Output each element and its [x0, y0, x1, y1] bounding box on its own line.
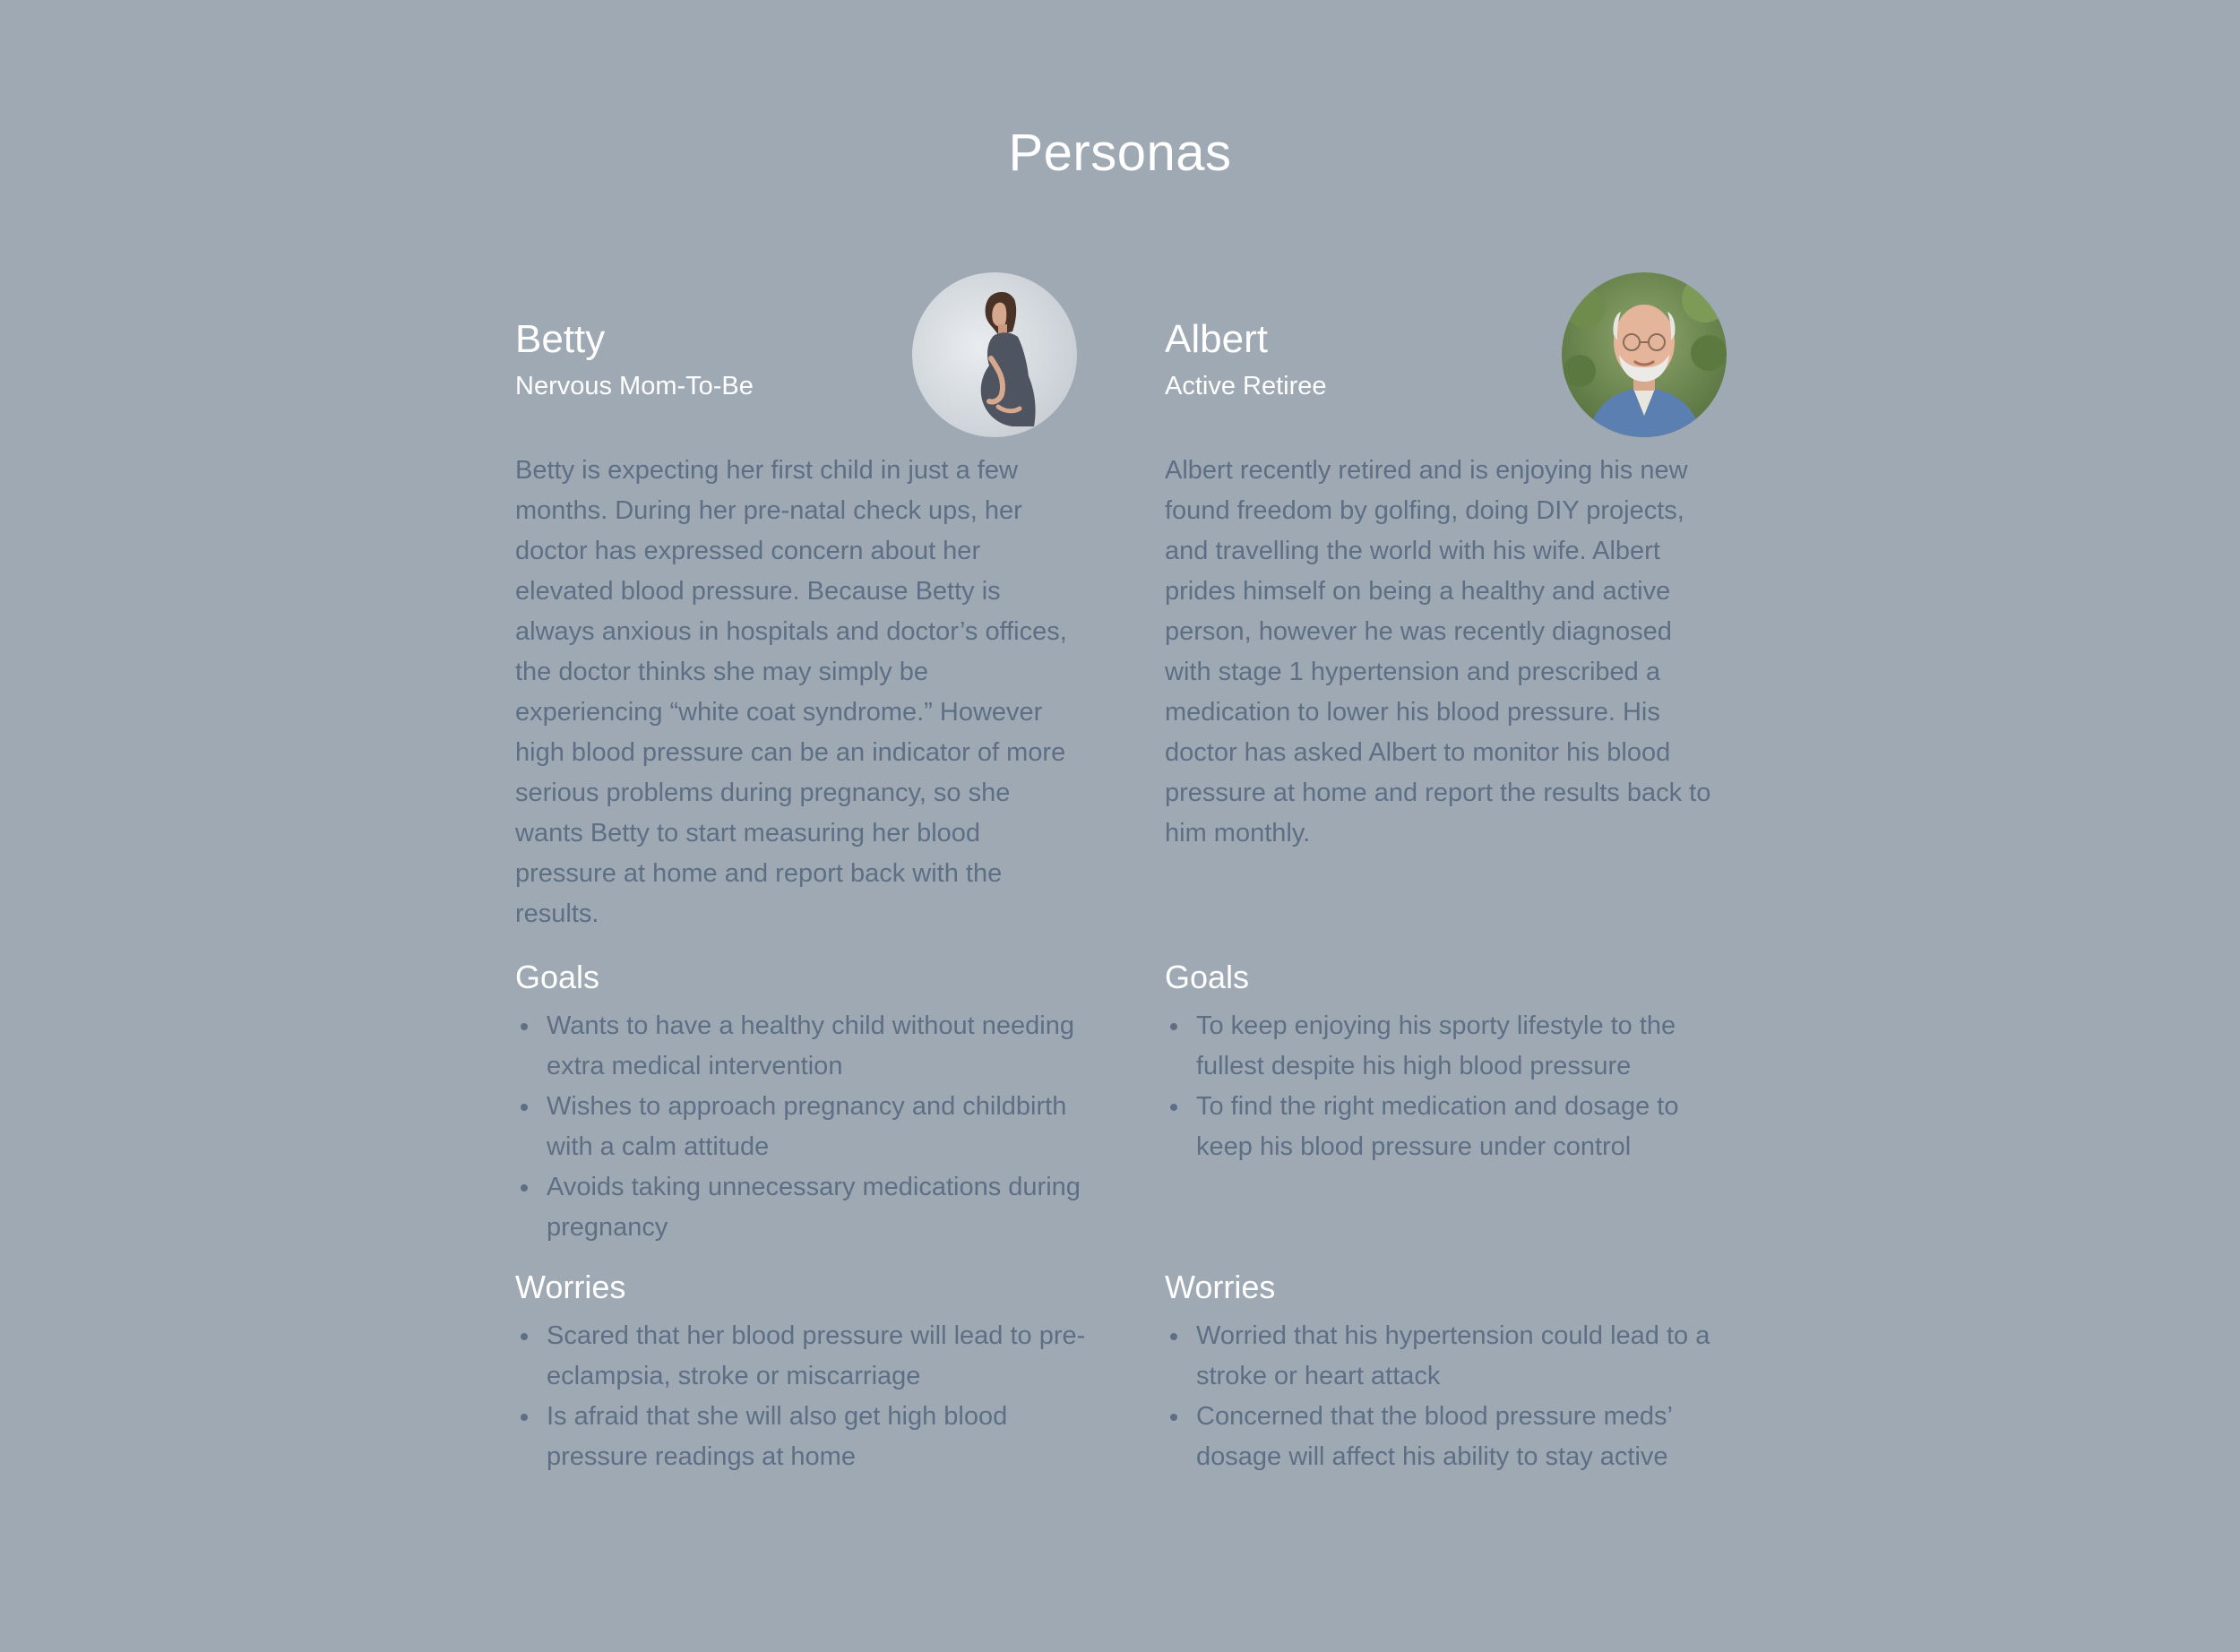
goal-item: Avoids taking unnecessary medications during pregnancy	[515, 1167, 1089, 1248]
persona-name: Albert	[1165, 317, 1268, 361]
persona-role: Active Retiree	[1165, 372, 1327, 400]
persona-header	[515, 269, 1089, 448]
worries-heading: Worries	[1165, 1269, 1276, 1305]
page-title: Personas	[1008, 124, 1232, 182]
goals-heading: Goals	[1165, 959, 1250, 995]
persona-header	[1165, 269, 1738, 448]
goal-item: To find the right medication and dosage to keep his blood pressure under control	[1165, 1087, 1738, 1167]
goals-heading: Goals	[515, 959, 600, 995]
worries-list	[515, 1316, 1089, 1477]
persona-role: Nervous Mom-To-Be	[515, 372, 754, 400]
goal-item: To keep enjoying his sporty lifestyle to the fullest despite his high blood pressure	[1165, 1006, 1738, 1087]
persona-name: Betty	[515, 317, 606, 361]
worry-item: Worried that his hypertension could lead to a stroke or heart attack	[1165, 1316, 1738, 1397]
persona-bio: Albert recently retired and is enjoying his new found freedom by golfing, doing DIY projects, and travelling the world with his wife. Albert prides himself on being a healthy and active person, however he was recently diagnosed with stage 1 hypertension and prescribed a medication to lower his blood pressure. His doctor has asked Albert to monitor his blood pressure at home and report the results back to him monthly.	[1165, 456, 1711, 848]
worries-list	[1165, 1316, 1738, 1477]
goals-list	[515, 1006, 1089, 1248]
persona-bio-wrap	[1165, 451, 1725, 854]
goals-list	[1165, 1006, 1738, 1167]
goal-item: Wishes to approach pregnancy and childbirth with a calm attitude	[515, 1087, 1089, 1167]
persona-bio-wrap	[515, 451, 1075, 934]
older-man-photo-icon	[1562, 272, 1727, 437]
persona-bio: Betty is expecting her first child in just a few months. During her pre-natal check ups, her doctor has expressed concern about her elevated blood pressure. Because Betty is always anxious in hospitals and doctor’s offices, the doctor thinks she may simply be experiencing “white coat syndrome.” However high blood pressure can be an indicator of more serious problems during pregnancy, so she wants Betty to start measuring her blood pressure at home and report back with the results.	[515, 456, 1067, 928]
worry-item: Concerned that the blood pressure meds’ dosage will affect his ability to stay active	[1165, 1397, 1738, 1477]
persona-card-albert	[1165, 269, 1738, 1471]
avatar-albert	[1562, 272, 1727, 437]
pregnant-woman-photo-icon	[912, 272, 1077, 437]
persona-card-betty	[515, 269, 1089, 1471]
worry-item: Scared that her blood pressure will lead to pre-eclampsia, stroke or miscarriage	[515, 1316, 1089, 1397]
goal-item: Wants to have a healthy child without needing extra medical intervention	[515, 1006, 1089, 1087]
worries-heading: Worries	[515, 1269, 626, 1305]
worry-item: Is afraid that she will also get high blood pressure readings at home	[515, 1397, 1089, 1477]
avatar-betty	[912, 272, 1077, 437]
